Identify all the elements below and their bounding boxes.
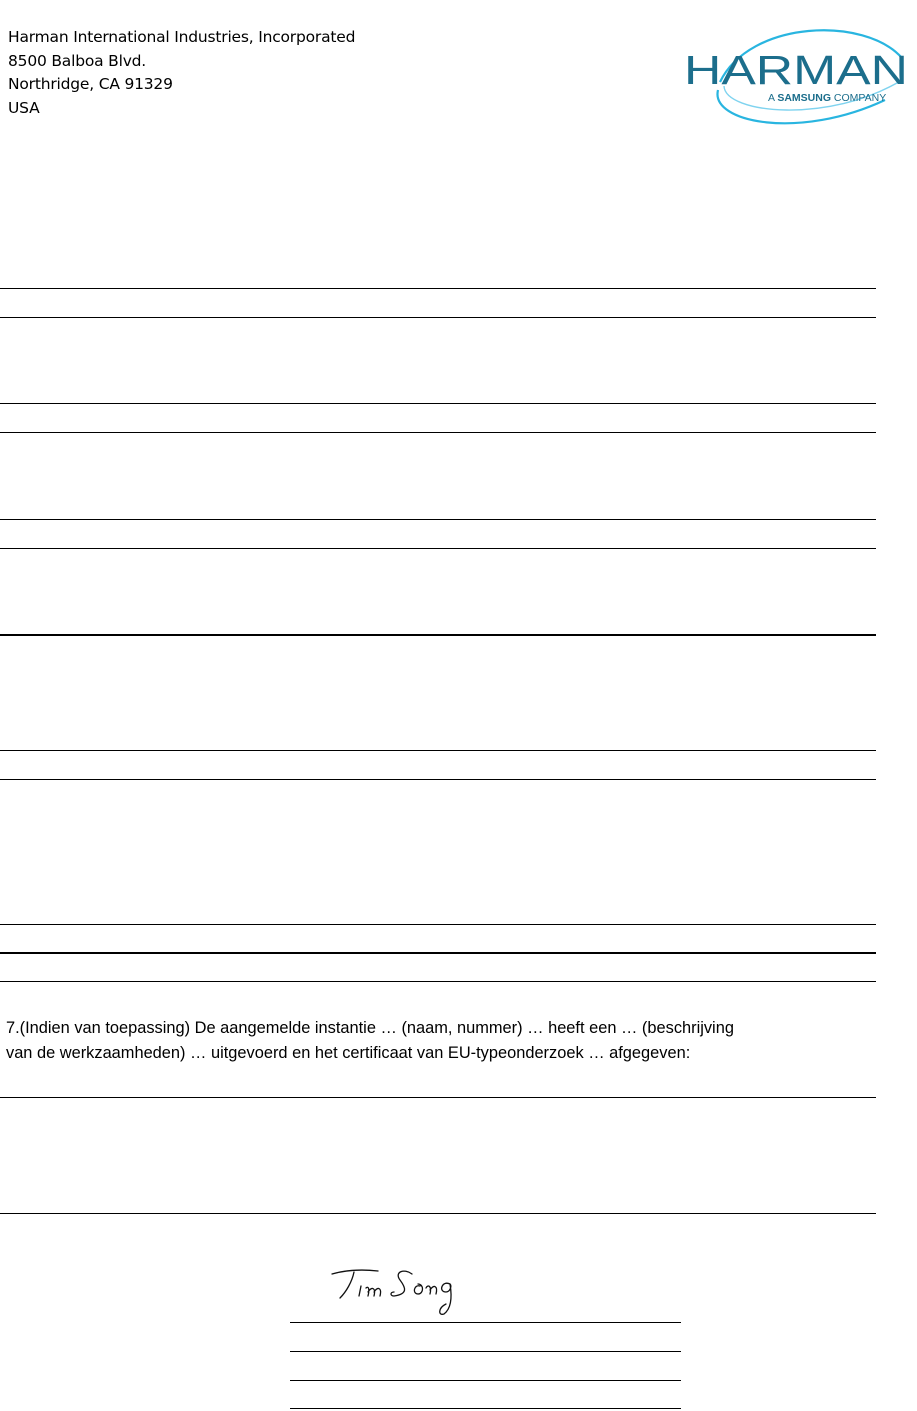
form-rule	[0, 317, 876, 318]
signature-date-rule	[290, 1408, 681, 1409]
company-address	[8, 26, 355, 120]
signature-rule	[290, 1322, 681, 1323]
signatory-name-rule	[290, 1351, 681, 1352]
form-rule	[0, 952, 876, 954]
form-rule	[0, 519, 876, 520]
company-name: Harman International Industries, Incorporated	[8, 28, 356, 46]
form-rule	[0, 403, 876, 404]
section-7-line-1: 7.(Indien van toepassing) De aangemelde instantie … (naam, nummer) … heeft een … (beschrijving	[6, 1019, 734, 1037]
form-rule	[0, 750, 876, 751]
section-7-line-2: van de werkzaamheden) … uitgevoerd en het certificaat van EU-typeonderzoek … afgegeven:	[6, 1043, 691, 1062]
form-rule	[0, 634, 876, 636]
form-rule	[0, 432, 876, 433]
harman-logo	[680, 28, 912, 132]
handwritten-signature	[328, 1262, 468, 1320]
logo-wordmark: HARMAN	[684, 47, 908, 93]
company-country: USA	[8, 98, 40, 117]
signatory-title-rule	[290, 1380, 681, 1381]
form-rule	[0, 981, 876, 982]
form-rule	[0, 1097, 876, 1098]
section-7-text	[6, 1016, 876, 1065]
logo-tagline: A SAMSUNG COMPANY	[768, 92, 887, 104]
form-rule	[0, 288, 876, 289]
form-rule	[0, 924, 876, 925]
form-rule	[0, 1213, 876, 1214]
company-street: 8500 Balboa Blvd.	[8, 51, 147, 70]
company-city: Northridge, CA 91329	[8, 75, 173, 93]
form-rule	[0, 548, 876, 549]
form-rule	[0, 779, 876, 780]
